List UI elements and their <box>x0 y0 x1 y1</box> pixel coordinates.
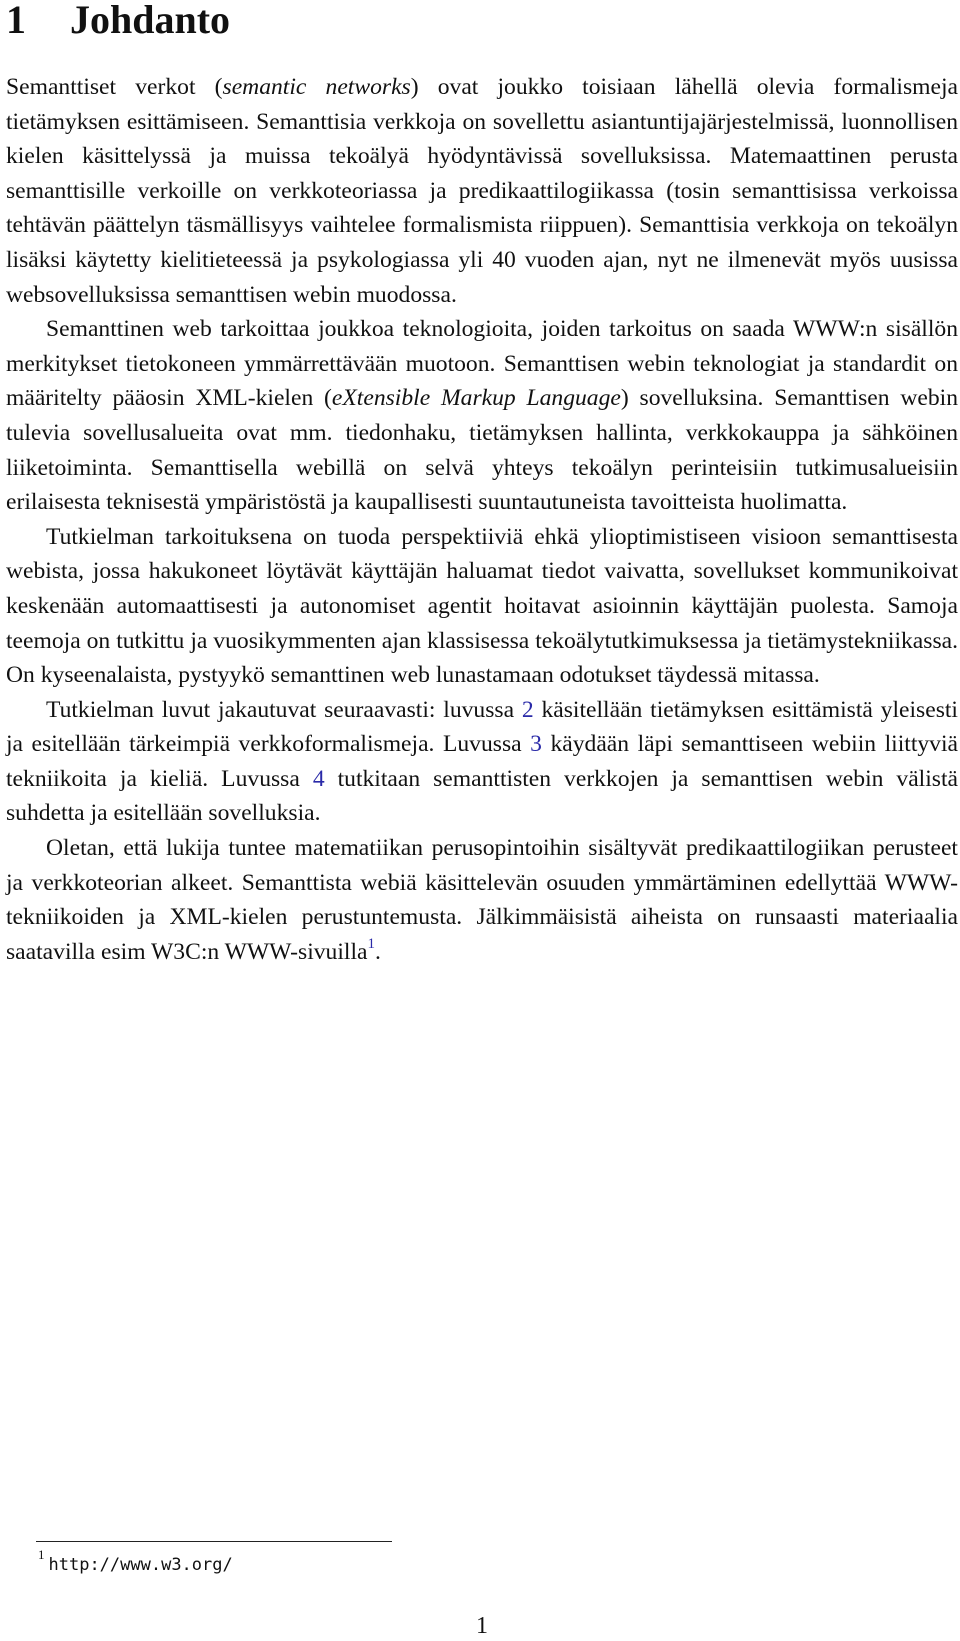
paragraph-1 <box>6 70 958 312</box>
chapter-ref-link[interactable]: 2 <box>521 696 534 723</box>
emphasis-term: semantic networks <box>222 74 411 100</box>
paragraph-text: ) ovat joukko toisiaan lähellä olevia formalismeja tietämyksen esittämiseen. Semanttisia verkkoja on sovellettu asiantuntijajärjestelmissä, luonnollisen kielen käsittelyssä ja muissa tekoälyä hyödyntävissä sovelluksissa. Matemaattinen perusta semanttisille verkoille on verkkoteoriassa ja predikaattilogiikassa (tosin semanttisissa verkoissa tehtävän päättelyn täsmällisyys vaihtelee formalismista riippuen). Semanttisia verkkoja on tekoälyn lisäksi käytetty kielitieteessä ja psykologiassa yli 40 vuoden ajan, nyt ne ilmenevät myös uusissa websovelluksissa semanttisen webin muodossa. <box>6 74 958 308</box>
footnote-ref-link[interactable]: 1 <box>367 935 375 952</box>
emphasis-term: eXtensible Markup Language <box>331 385 621 412</box>
paragraph-5 <box>6 831 958 969</box>
paragraph-text: . <box>374 938 381 965</box>
paragraph-text: Tutkielman luvut jakautuvat seuraavasti: luvussa <box>46 696 522 723</box>
paragraph-text: Oletan, että lukija tuntee matematiikan perusopintoihin sisältyvät predikaattilogiikan perusteet ja verkkoteorian alkeet. Semanttista webiä käsittelevän osuuden ymmärtäminen edellyttää WWW-tekniikoiden ja XML-kielen perustuntemusta. Jälkimmäisistä aiheista on runsaasti materiaalia saatavilla esim W3C:n WWW-sivuilla <box>6 835 958 965</box>
section-title: Johdanto <box>70 0 231 42</box>
paragraph-text: Semanttinen web tarkoittaa joukkoa teknologioita, joiden tarkoitus on saada WWW:n sisällön merkitykset tietokoneen ymmärrettävään muotoon. Semanttisen webin teknologiat ja standardit on määritelty pääosin XML-kielen ( <box>6 316 958 412</box>
footnote <box>38 1547 233 1577</box>
footnote-url[interactable]: http://www.w3.org/ <box>48 1555 233 1575</box>
paragraph-3 <box>6 520 958 693</box>
section-heading <box>6 0 230 40</box>
paragraph-2 <box>6 312 958 520</box>
paragraph-text: käydään läpi semanttiseen webiin liittyviä tekniikoita ja kieliä. Luvussa <box>6 731 958 792</box>
footnote-divider <box>36 1541 392 1542</box>
section-number: 1 <box>6 0 26 42</box>
page-number: 1 <box>476 1613 488 1639</box>
paragraph-text: tutkitaan semanttisten verkkojen ja semanttisen webin välistä suhdetta ja esitellään sovelluksia. <box>6 765 958 827</box>
paragraph-text: ) sovelluksina. Semanttisen webin tulevia sovellusalueita ovat mm. tiedonhaku, tietämyksen hallinta, verkkokauppa ja sähköinen liiketoiminta. Semanttisella webillä on selvä yhteys tekoälyn perinteisiin tutkimusalueisiin erilaisesta teknisestä ympäristöstä ja kaupallisesti suuntautuneista tavoitteista huolimatta. <box>6 385 958 516</box>
paragraph-text: Semanttiset verkot ( <box>6 74 223 100</box>
chapter-ref-link[interactable]: 3 <box>530 731 542 758</box>
footnote-mark: 1 <box>38 1547 45 1562</box>
paragraph-4 <box>6 693 958 831</box>
body-text <box>6 70 958 969</box>
paragraph-text: käsitellään tietämyksen esittämistä yleisesti ja esitellään tärkeimpiä verkkoformalismeja. Luvussa <box>6 696 958 758</box>
chapter-ref-link[interactable]: 4 <box>312 765 325 792</box>
paragraph-text: Tutkielman tarkoituksena on tuoda perspektiiviä ehkä ylioptimistiseen visioon semanttisesta webista, jossa hakukoneet löytävät käyttäjän haluamat tiedot vaivatta, sovellukset kommunikoivat keskenään automaattisesti ja autonomiset agentit hoitavat asioinnin käyttäjän puolesta. Samoja teemoja on tutkittu ja vuosikymmenten ajan klassisessa tekoälytutkimuksessa ja tietämystekniikassa. On kyseenalaista, pystyykö semanttinen web lunastamaan odotukset täydessä mitassa. <box>6 523 958 689</box>
